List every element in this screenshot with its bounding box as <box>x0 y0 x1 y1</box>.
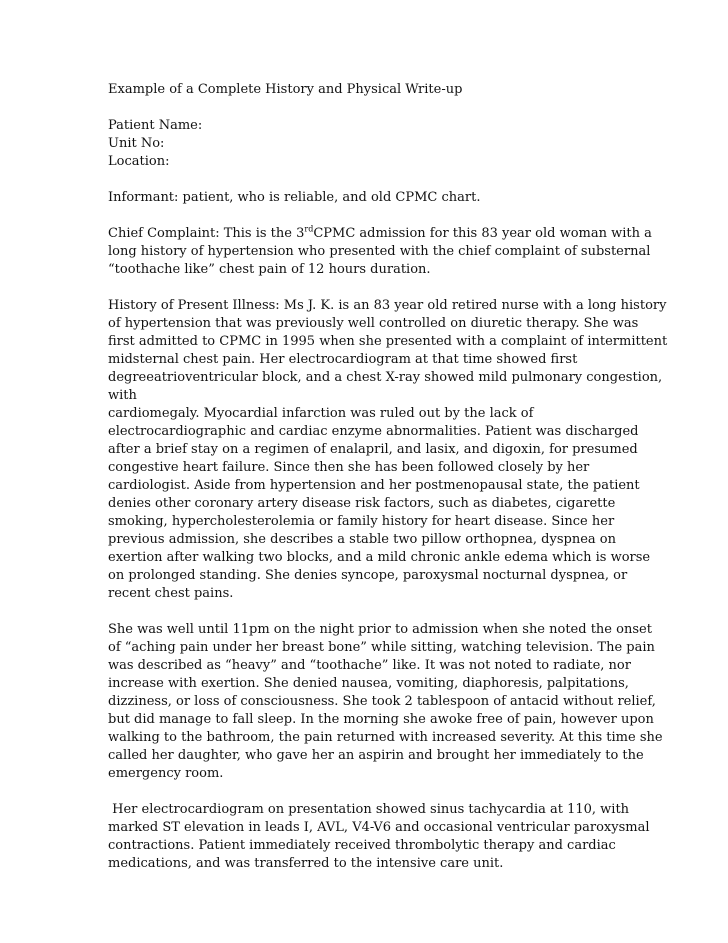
hpi-line: cardiomegaly. Myocardial infarction was ruled out by the lack of <box>108 406 534 421</box>
onset-line: of “aching pain under her breast bone” while sitting, watching television. The pain <box>108 640 655 655</box>
chief-complaint-line: “toothache like” chest pain of 12 hours duration. <box>108 262 431 277</box>
ekg-line: medications, and was transferred to the intensive care unit. <box>108 856 504 871</box>
ordinal-suffix: rd <box>304 224 314 234</box>
hpi-line: midsternal chest pain. Her electrocardiogram at that time showed first <box>108 352 578 367</box>
onset-paragraph <box>108 621 663 783</box>
informant-paragraph <box>108 189 628 207</box>
onset-line: walking to the bathroom, the pain returned with increased severity. At this time she <box>108 730 663 745</box>
history-present-illness-paragraph <box>108 297 668 603</box>
onset-line: She was well until 11pm on the night prior to admission when she noted the onset <box>108 622 652 637</box>
chief-complaint-rest: CPMC admission for this 83 year old woman with a <box>313 226 652 241</box>
unit-no-label: Unit No: <box>108 136 165 151</box>
onset-line: but did manage to fall sleep. In the morning she awoke free of pain, however upon <box>108 712 654 727</box>
hpi-line: of hypertension that was previously well controlled on diuretic therapy. She was <box>108 316 639 331</box>
patient-header <box>108 117 628 171</box>
document-title <box>108 81 628 99</box>
hpi-line: congestive heart failure. Since then she has been followed closely by her <box>108 460 590 475</box>
ekg-line: Her electrocardiogram on presentation showed sinus tachycardia at 110, with <box>108 802 630 817</box>
location-label: Location: <box>108 154 170 169</box>
hpi-line: first admitted to CPMC in 1995 when she presented with a complaint of intermittent <box>108 334 668 349</box>
hpi-line: degreeatrioventricular block, and a chest X-ray showed mild pulmonary congestion, <box>108 370 663 385</box>
onset-line: called her daughter, who gave her an aspirin and brought her immediately to the <box>108 748 644 763</box>
hpi-line: History of Present Illness: Ms J. K. is an 83 year old retired nurse with a long history <box>108 298 667 313</box>
chief-complaint-line <box>108 224 652 243</box>
ekg-paragraph <box>108 801 650 873</box>
hpi-line: exertion after walking two blocks, and a mild chronic ankle edema which is worse <box>108 550 651 565</box>
document-page <box>108 81 668 891</box>
patient-name-label: Patient Name: <box>108 118 203 133</box>
chief-complaint-prefix: Chief Complaint: This is the 3 <box>108 226 305 241</box>
onset-line: was described as “heavy” and “toothache” like. It was not noted to radiate, nor <box>108 658 631 673</box>
informant-text: Informant: patient, who is reliable, and old CPMC chart. <box>108 190 481 205</box>
ekg-line: marked ST elevation in leads I, AVL, V4-V6 and occasional ventricular paroxysmal <box>108 820 650 835</box>
onset-line: increase with exertion. She denied nausea, vomiting, diaphoresis, palpitations, <box>108 676 629 691</box>
ekg-line: contractions. Patient immediately received thrombolytic therapy and cardiac <box>108 838 616 853</box>
onset-line: dizziness, or loss of consciousness. She took 2 tablespoon of antacid without relief, <box>108 694 656 709</box>
hpi-line: smoking, hypercholesterolemia or family history for heart disease. Since her <box>108 514 615 529</box>
onset-line: emergency room. <box>108 766 224 781</box>
title-text: Example of a Complete History and Physical Write-up <box>108 82 463 97</box>
hpi-line: cardiologist. Aside from hypertension and her postmenopausal state, the patient <box>108 478 640 493</box>
hpi-line: after a brief stay on a regimen of enalapril, and lasix, and digoxin, for presumed <box>108 442 638 457</box>
chief-complaint-line: long history of hypertension who presented with the chief complaint of substernal <box>108 244 651 259</box>
chief-complaint-paragraph <box>108 224 652 279</box>
hpi-line: on prolonged standing. She denies syncope, paroxysmal nocturnal dyspnea, or <box>108 568 628 583</box>
hpi-line: previous admission, she describes a stable two pillow orthopnea, dyspnea on <box>108 532 616 547</box>
hpi-line: recent chest pains. <box>108 586 234 601</box>
hpi-line: with <box>108 388 137 403</box>
hpi-line: denies other coronary artery disease risk factors, such as diabetes, cigarette <box>108 496 616 511</box>
hpi-line: electrocardiographic and cardiac enzyme abnormalities. Patient was discharged <box>108 424 639 439</box>
